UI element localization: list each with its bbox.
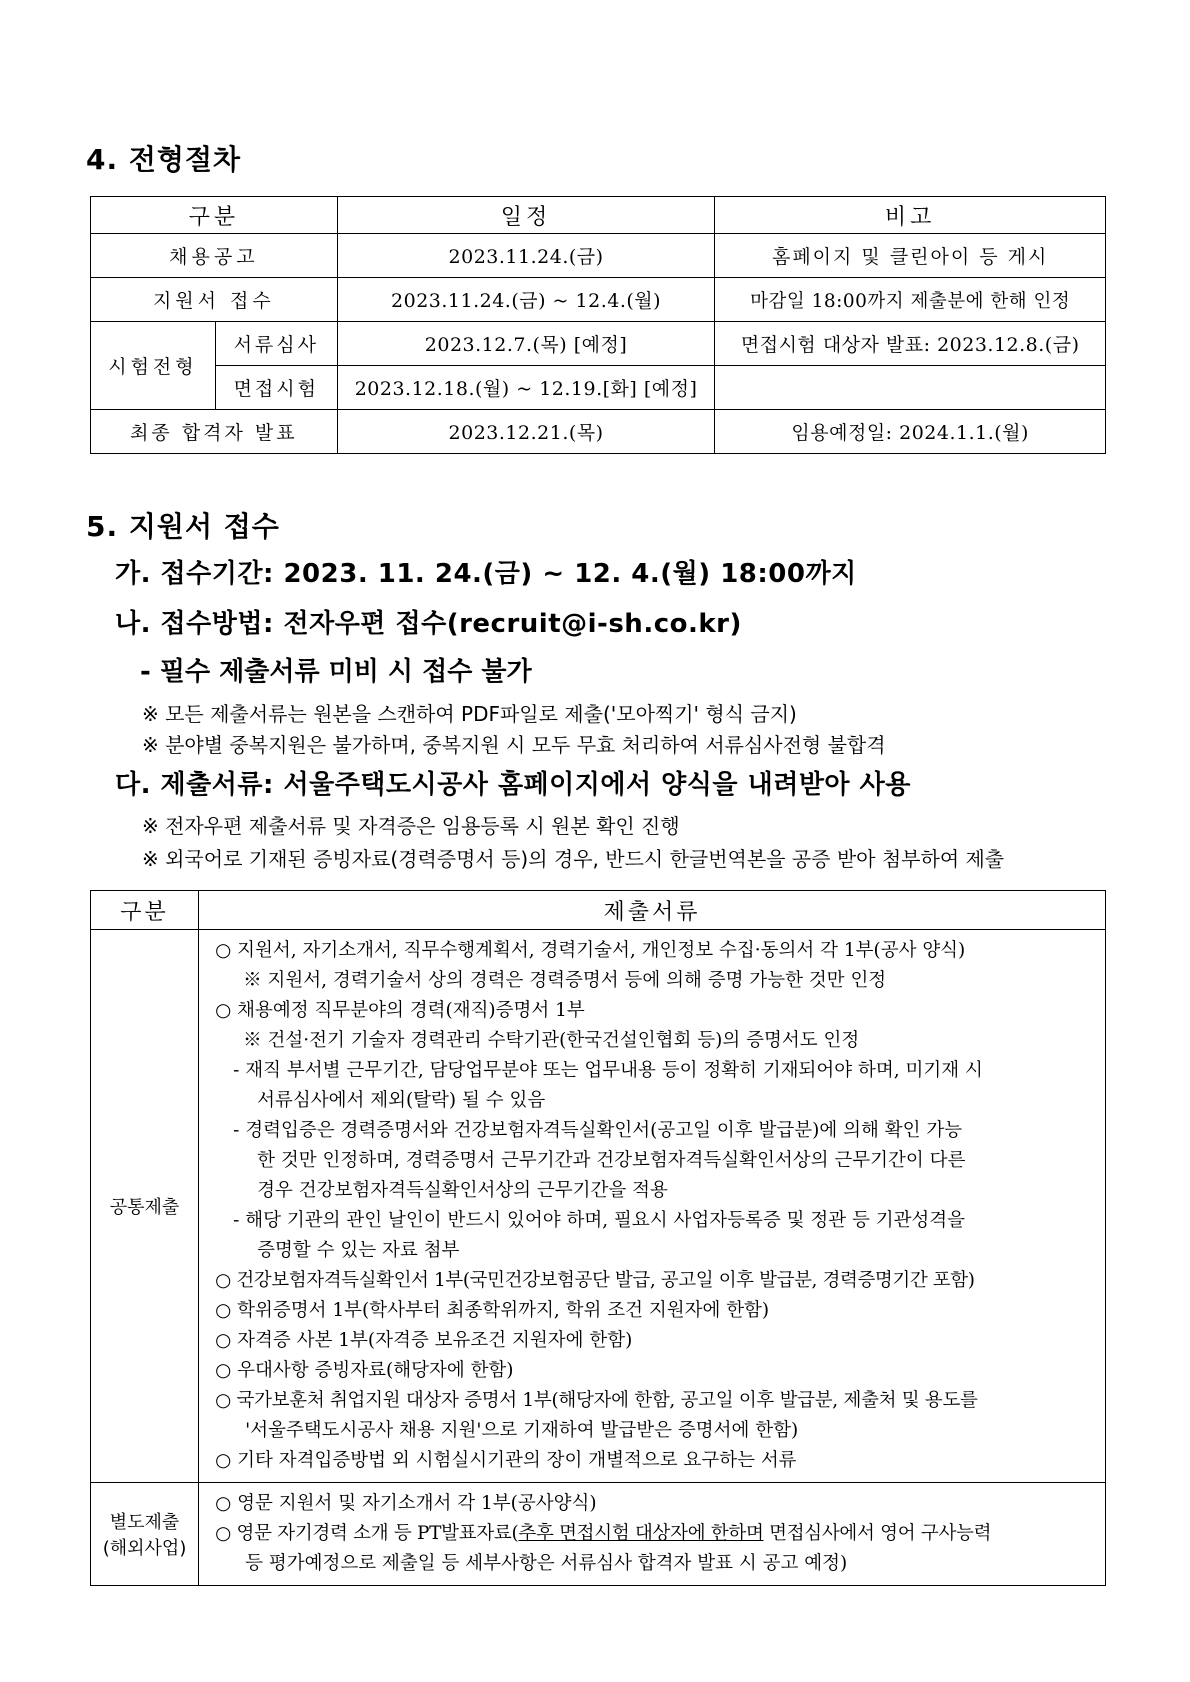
list-item: ○ 지원서, 자기소개서, 직무수행계획서, 경력기술서, 개인정보 수집·동의서 각 1부(공사 양식) — [215, 940, 966, 961]
table-row — [91, 410, 1106, 454]
table-header-row — [91, 891, 1106, 930]
row-note: 홈페이지 및 클린아이 등 게시 — [715, 234, 1106, 278]
pt-text-underlined: 추후 면접시험 대상자에 한하며 — [518, 1523, 764, 1544]
common-submission-list — [199, 930, 1106, 1483]
row-note — [715, 366, 1106, 410]
list-item: ○ 건강보험자격득실확인서 1부(국민건강보험공단 발급, 공고일 이후 발급분, 경력증명기간 포함) — [215, 1270, 975, 1291]
separate-submission-label — [91, 1483, 199, 1586]
row-label: 지원서 접수 — [91, 278, 338, 322]
table-row — [91, 278, 1106, 322]
list-item: ※ 건설·전기 기술자 경력관리 수탁기관(한국건설인협회 등)의 증명서도 인정 — [243, 1030, 860, 1051]
list-item: ○ 기타 자격입증방법 외 시험실시기관의 장이 개별적으로 요구하는 서류 — [215, 1450, 797, 1471]
section-4-title: 4. 전형절차 — [86, 143, 242, 176]
submission-documents-table — [90, 890, 1106, 1586]
list-item: ○ 학위증명서 1부(학사부터 최종학위까지, 학위 조건 지원자에 한함) — [215, 1300, 770, 1321]
note-scan-pdf: ※ 모든 제출서류는 원본을 스캔하여 PDF파일로 제출('모아찍기' 형식 금지) — [142, 702, 797, 726]
header-documents: 제출서류 — [199, 891, 1106, 930]
pt-text-a: ○ 영문 자기경력 소개 등 PT발표자료( — [215, 1523, 519, 1544]
submission-documents: 다. 제출서류: 서울주택도시공사 홈페이지에서 양식을 내려받아 사용 — [115, 770, 911, 800]
application-method: 나. 접수방법: 전자우편 접수(recruit@i-sh.co.kr) — [115, 609, 742, 639]
note-foreign-language: ※ 외국어로 기재된 증빙자료(경력증명서 등)의 경우, 반드시 한글번역본을 공증 받아 첨부하여 제출 — [142, 847, 1005, 871]
row-date: 2023.11.24.(금) — [337, 234, 715, 278]
row-label: 서류심사 — [215, 322, 337, 366]
header-category: 구분 — [91, 891, 199, 930]
row-note: 면접시험 대상자 발표: 2023.12.8.(금) — [715, 322, 1106, 366]
list-item — [215, 1519, 1097, 1549]
selection-procedure-table — [90, 196, 1106, 454]
separate-label-line1: 별도제출 — [109, 1512, 180, 1533]
row-date: 2023.12.7.(목) [예정] — [337, 322, 715, 366]
required-docs-warning: - 필수 제출서류 미비 시 접수 불가 — [140, 657, 532, 687]
row-note: 임용예정일: 2024.1.1.(월) — [715, 410, 1106, 454]
row-label: 채용공고 — [91, 234, 338, 278]
list-item: 한 것만 인정하며, 경력증명서 근무기간과 건강보험자격득실확인서상의 근무기간이 다른 — [257, 1150, 966, 1171]
table-row — [91, 322, 1106, 366]
list-item: - 재직 부서별 근무기간, 담당업무분야 또는 업무내용 등이 정확히 기재되어야 하며, 미기재 시 — [233, 1060, 983, 1081]
separate-submission-list — [199, 1483, 1106, 1586]
common-submission-label: 공통제출 — [91, 930, 199, 1483]
row-label: 면접시험 — [215, 366, 337, 410]
table-row — [91, 1483, 1106, 1586]
list-item: ○ 채용예정 직무분야의 경력(재직)증명서 1부 — [215, 1000, 585, 1021]
list-item: - 해당 기관의 관인 날인이 반드시 있어야 하며, 필요시 사업자등록증 및 정관 등 기관성격을 — [233, 1210, 966, 1231]
section-5-title: 5. 지원서 접수 — [86, 510, 280, 543]
list-item: ※ 지원서, 경력기술서 상의 경력은 경력증명서 등에 의해 증명 가능한 것만 인정 — [243, 970, 887, 991]
application-period: 가. 접수기간: 2023. 11. 24.(금) ~ 12. 4.(월) 18:00까지 — [115, 559, 857, 589]
pt-text-b: 면접심사에서 영어 구사능력 — [763, 1523, 992, 1544]
note-original-check: ※ 전자우편 제출서류 및 자격증은 임용등록 시 원본 확인 진행 — [142, 814, 680, 838]
table-row — [91, 930, 1106, 1483]
note-duplicate-application: ※ 분야별 중복지원은 불가하며, 중복지원 시 모두 무효 처리하여 서류심사전형 불합격 — [142, 733, 886, 757]
row-date: 2023.12.18.(월) ~ 12.19.[화] [예정] — [337, 366, 715, 410]
header-schedule: 일정 — [337, 197, 715, 234]
row-label: 최종 합격자 발표 — [91, 410, 338, 454]
list-item: ○ 국가보훈처 취업지원 대상자 증명서 1부(해당자에 한함, 공고일 이후 발급분, 제출처 및 용도를 — [215, 1390, 978, 1411]
table-header-row — [91, 197, 1106, 234]
row-note: 마감일 18:00까지 제출분에 한해 인정 — [715, 278, 1106, 322]
list-item: 등 평가예정으로 제출일 등 세부사항은 서류심사 합격자 발표 시 공고 예정) — [245, 1553, 848, 1574]
table-row — [91, 366, 1106, 410]
list-item: 경우 건강보험자격득실확인서상의 근무기간을 적용 — [257, 1180, 668, 1201]
list-item: 서류심사에서 제외(탈락) 될 수 있음 — [257, 1090, 546, 1111]
separate-label-line2: (해외사업) — [102, 1538, 187, 1559]
list-item: 증명할 수 있는 자료 첨부 — [257, 1240, 460, 1261]
list-item: ○ 우대사항 증빙자료(해당자에 한함) — [215, 1360, 514, 1381]
header-category: 구분 — [91, 197, 338, 234]
list-item: - 경력입증은 경력증명서와 건강보험자격득실확인서(공고일 이후 발급분)에 의해 확인 가능 — [233, 1120, 963, 1141]
exam-group-label: 시험전형 — [91, 322, 216, 410]
header-remarks: 비고 — [715, 197, 1106, 234]
table-row — [91, 234, 1106, 278]
row-date: 2023.11.24.(금) ~ 12.4.(월) — [337, 278, 715, 322]
list-item: '서울주택도시공사 채용 지원'으로 기재하여 발급받은 증명서에 한함) — [245, 1420, 799, 1441]
row-date: 2023.12.21.(목) — [337, 410, 715, 454]
list-item: ○ 영문 지원서 및 자기소개서 각 1부(공사양식) — [215, 1493, 597, 1514]
list-item: ○ 자격증 사본 1부(자격증 보유조건 지원자에 한함) — [215, 1330, 633, 1351]
